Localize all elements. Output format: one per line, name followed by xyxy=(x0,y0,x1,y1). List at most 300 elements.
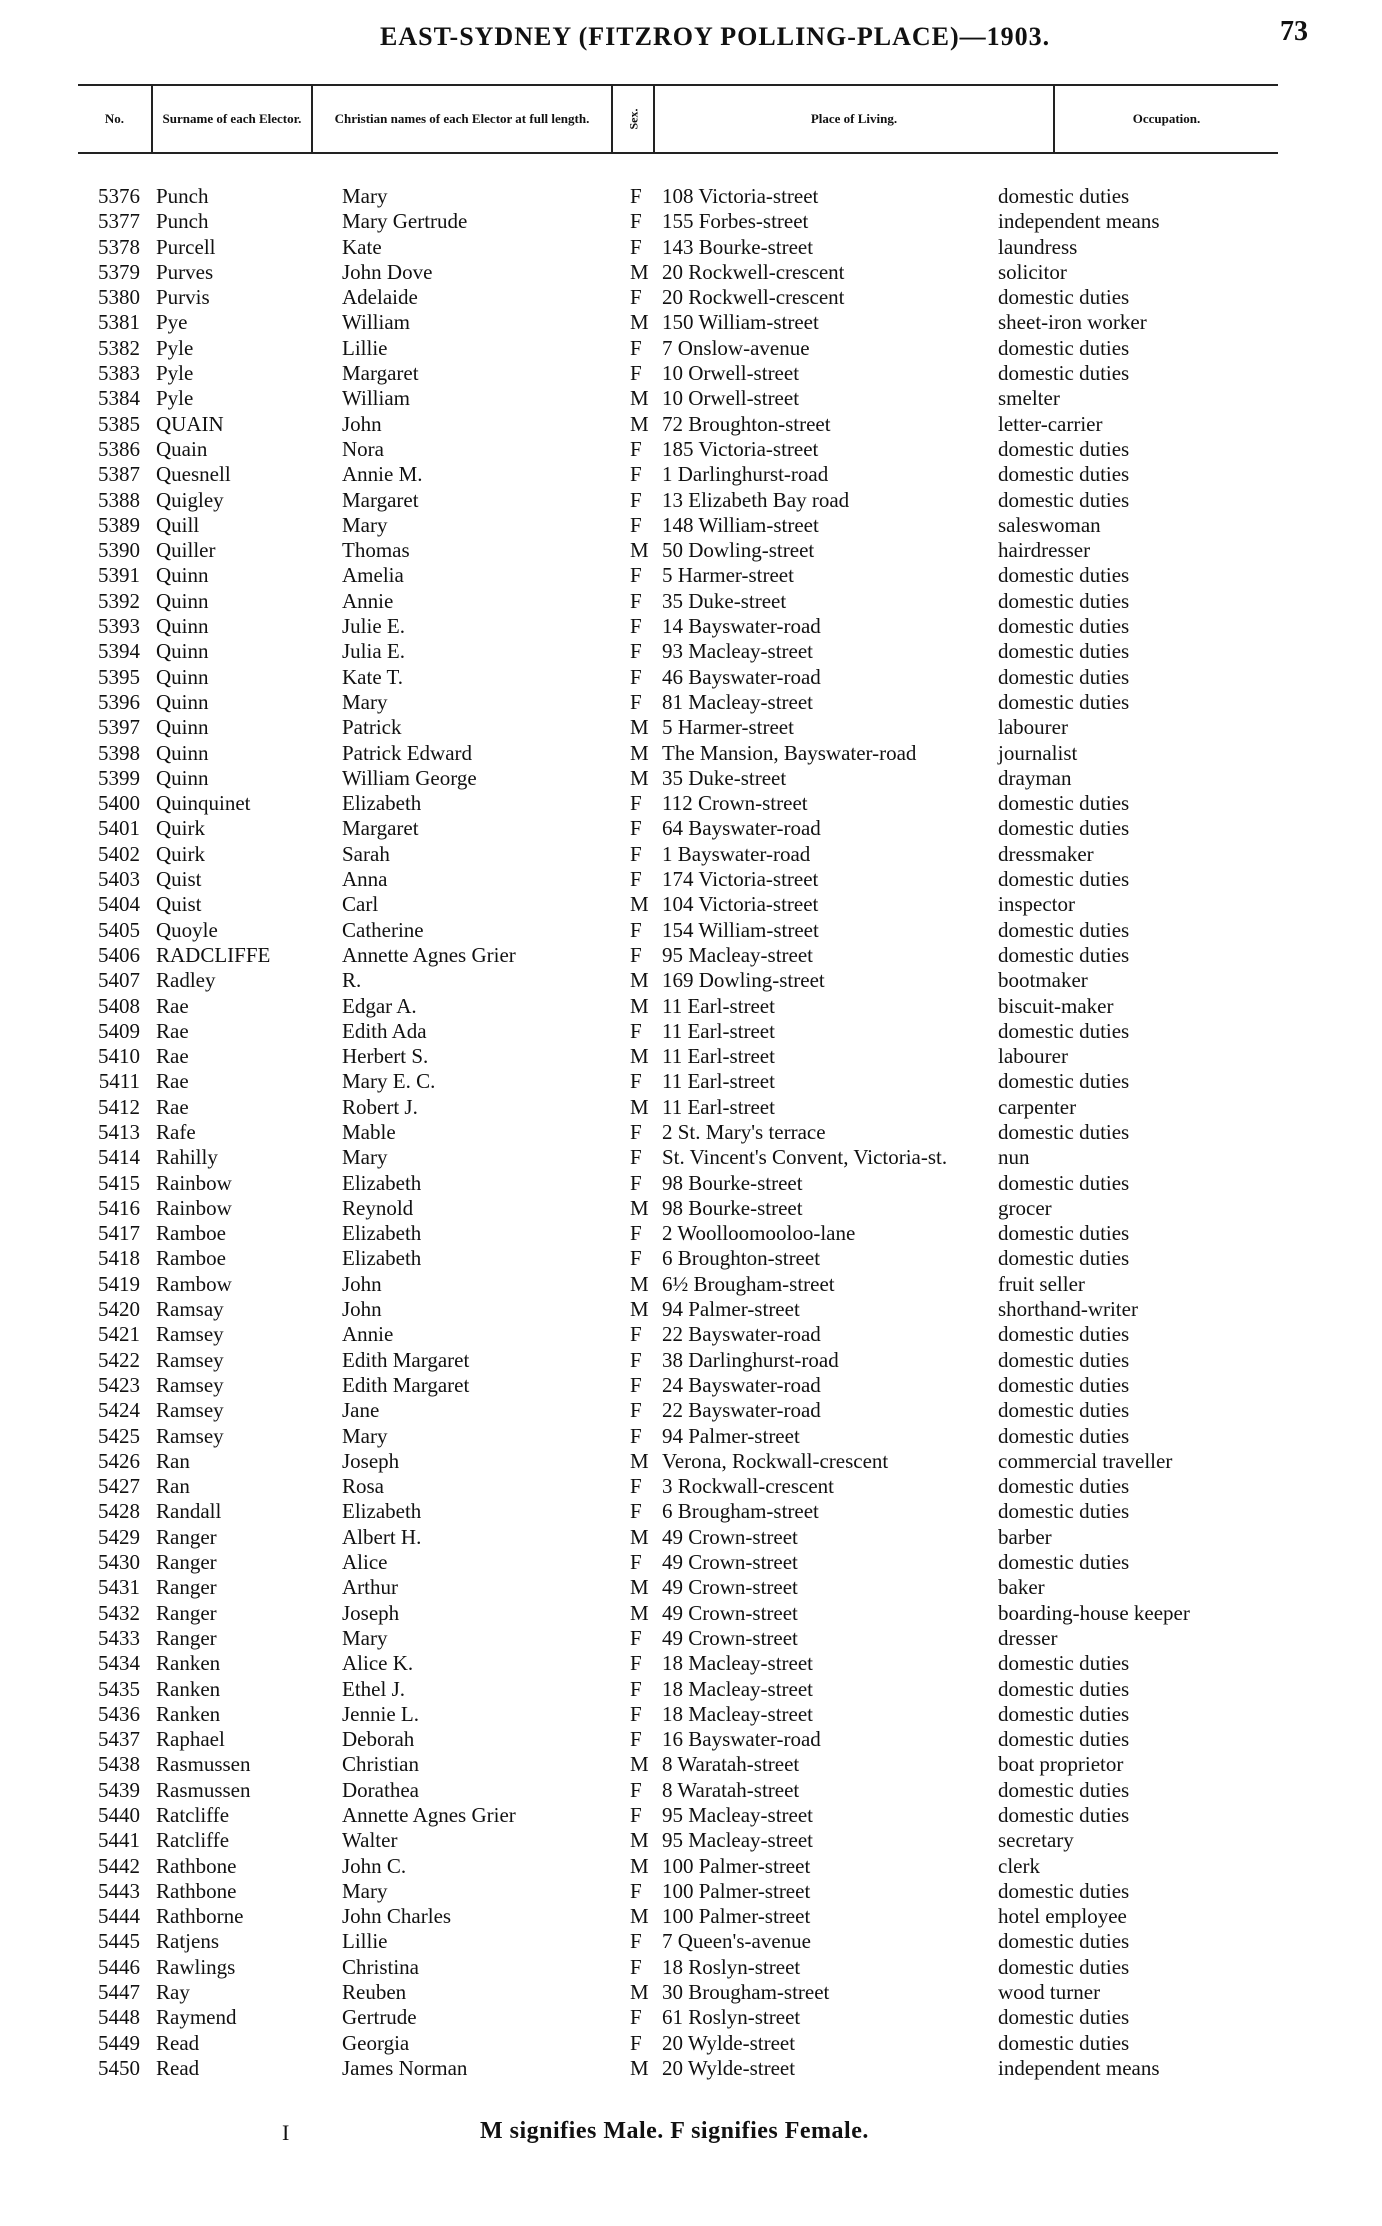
elector-occupation: wood turner xyxy=(998,1980,1101,2005)
elector-number: 5406 xyxy=(98,942,140,967)
elector-occupation: domestic duties xyxy=(998,1701,1130,1726)
elector-number: 5437 xyxy=(98,1727,140,1752)
elector-occupation: domestic duties xyxy=(998,1878,1130,1903)
elector-occupation: domestic duties xyxy=(998,1018,1130,1043)
elector-occupation: domestic duties xyxy=(998,689,1130,714)
elector-number: 5448 xyxy=(98,2005,140,2030)
elector-surname: Ran xyxy=(156,1448,190,1473)
elector-row xyxy=(0,994,1382,1019)
elector-christian-names: Lillie xyxy=(342,335,388,360)
elector-christian-names: Amelia xyxy=(342,563,404,588)
elector-place: 35 Duke-street xyxy=(662,588,787,613)
elector-sex: F xyxy=(630,436,642,461)
elector-surname: Pye xyxy=(156,310,188,335)
elector-christian-names: Edith Ada xyxy=(342,1018,427,1043)
elector-number: 5401 xyxy=(98,816,140,841)
elector-surname: Rae xyxy=(156,1094,189,1119)
elector-place: 72 Broughton-street xyxy=(662,411,831,436)
elector-sex: M xyxy=(630,386,649,411)
elector-christian-names: Annette Agnes Grier xyxy=(342,1803,516,1827)
elector-surname: Quirk xyxy=(156,816,205,841)
elector-number: 5378 xyxy=(98,234,140,259)
elector-place: 95 Macleay-street xyxy=(662,1803,814,1827)
elector-occupation: domestic duties xyxy=(998,563,1130,588)
elector-sex: F xyxy=(630,1676,642,1701)
elector-christian-names: Mary xyxy=(342,1145,388,1170)
elector-occupation: domestic duties xyxy=(998,462,1130,487)
col-surname: Surname of each Elector. xyxy=(153,86,313,152)
elector-sex: M xyxy=(630,1271,649,1296)
elector-sex: F xyxy=(630,487,642,512)
elector-row xyxy=(0,1525,1382,1550)
elector-occupation: domestic duties xyxy=(998,1676,1130,1701)
elector-occupation: laundress xyxy=(998,234,1078,259)
elector-number: 5383 xyxy=(98,361,140,386)
elector-christian-names: Elizabeth xyxy=(342,1246,422,1271)
elector-row xyxy=(0,1019,1382,1044)
elector-sex: M xyxy=(630,1094,649,1119)
elector-sex: F xyxy=(630,1145,642,1170)
elector-row xyxy=(0,412,1382,437)
elector-sex: F xyxy=(630,1246,642,1271)
elector-sex: M xyxy=(630,715,649,740)
elector-row xyxy=(0,462,1382,487)
elector-christian-names: Annette Agnes Grier xyxy=(342,942,516,967)
elector-number: 5411 xyxy=(98,1069,140,1094)
elector-christian-names: Dorathea xyxy=(342,1777,419,1802)
elector-surname: Rae xyxy=(156,1069,189,1094)
elector-occupation: domestic duties xyxy=(998,1398,1130,1423)
elector-sex: F xyxy=(630,816,642,841)
elector-surname: Quigley xyxy=(156,487,224,512)
elector-occupation: baker xyxy=(998,1575,1045,1600)
elector-sex: M xyxy=(630,1195,649,1220)
elector-row xyxy=(0,690,1382,715)
elector-row xyxy=(0,1120,1382,1145)
elector-sex: F xyxy=(630,1929,642,1954)
elector-surname: Ramsey xyxy=(156,1423,224,1448)
elector-sex: M xyxy=(630,892,649,917)
elector-occupation: grocer xyxy=(998,1195,1052,1220)
elector-number: 5387 xyxy=(98,462,140,487)
elector-occupation: nun xyxy=(998,1145,1030,1170)
elector-christian-names: Adelaide xyxy=(342,285,418,310)
elector-row xyxy=(0,336,1382,361)
elector-place: Verona, Rockwall-crescent xyxy=(662,1448,889,1473)
elector-number: 5440 xyxy=(98,1803,140,1827)
elector-number: 5391 xyxy=(98,563,140,588)
elector-sex: M xyxy=(630,1448,649,1473)
elector-row xyxy=(0,1803,1382,1828)
elector-christian-names: Robert J. xyxy=(342,1094,418,1119)
elector-row xyxy=(0,1677,1382,1702)
elector-occupation: letter-carrier xyxy=(998,411,1103,436)
elector-occupation: sheet-iron worker xyxy=(998,310,1147,335)
elector-christian-names: R. xyxy=(342,968,362,993)
elector-number: 5384 xyxy=(98,386,140,411)
page-number: 73 xyxy=(1280,16,1308,47)
elector-number: 5377 xyxy=(98,209,140,234)
elector-sex: F xyxy=(630,512,642,537)
elector-surname: Quist xyxy=(156,867,202,892)
elector-christian-names: Elizabeth xyxy=(342,1499,422,1524)
elector-place: 24 Bayswater-road xyxy=(662,1372,821,1397)
elector-row xyxy=(0,437,1382,462)
elector-occupation: hotel employee xyxy=(998,1904,1127,1929)
elector-place: 3 Rockwall-crescent xyxy=(662,1474,835,1499)
elector-surname: Ranger xyxy=(156,1625,217,1650)
elector-row xyxy=(0,1474,1382,1499)
elector-number: 5379 xyxy=(98,259,140,284)
elector-christian-names: Catherine xyxy=(342,917,424,942)
elector-occupation: domestic duties xyxy=(998,1954,1130,1979)
elector-occupation: saleswoman xyxy=(998,512,1101,537)
elector-occupation: drayman xyxy=(998,765,1072,790)
elector-sex: F xyxy=(630,285,642,310)
elector-number: 5438 xyxy=(98,1752,140,1777)
elector-number: 5393 xyxy=(98,614,140,639)
elector-row xyxy=(0,538,1382,563)
elector-number: 5390 xyxy=(98,538,140,563)
elector-christian-names: Edith Margaret xyxy=(342,1372,470,1397)
col-sex-label: Sex. xyxy=(626,108,640,130)
elector-sex: M xyxy=(630,1828,649,1853)
elector-place: 185 Victoria-street xyxy=(662,436,819,461)
elector-place: 143 Bourke-street xyxy=(662,234,814,259)
elector-place: 49 Crown-street xyxy=(662,1524,798,1549)
elector-place: 112 Crown-street xyxy=(662,791,808,816)
elector-place: 8 Waratah-street xyxy=(662,1777,800,1802)
elector-christian-names: William xyxy=(342,386,410,411)
elector-christian-names: Edith Margaret xyxy=(342,1347,470,1372)
elector-place: 5 Harmer-street xyxy=(662,563,794,588)
elector-christian-names: Margaret xyxy=(342,361,419,386)
elector-surname: Ramboe xyxy=(156,1246,226,1271)
elector-occupation: hairdresser xyxy=(998,538,1091,563)
elector-sex: F xyxy=(630,1170,642,1195)
elector-row xyxy=(0,1955,1382,1980)
elector-christian-names: John C. xyxy=(342,1853,407,1878)
elector-surname: Quinn xyxy=(156,740,209,765)
elector-place: 46 Bayswater-road xyxy=(662,664,821,689)
elector-sex: M xyxy=(630,1853,649,1878)
elector-christian-names: James Norman xyxy=(342,2055,468,2080)
elector-surname: Purcell xyxy=(156,234,216,259)
elector-christian-names: Ethel J. xyxy=(342,1676,405,1701)
elector-sex: F xyxy=(630,1499,642,1524)
elector-row xyxy=(0,1879,1382,1904)
elector-occupation: solicitor xyxy=(998,259,1067,284)
elector-surname: Rae xyxy=(156,993,189,1018)
elector-row xyxy=(0,1854,1382,1879)
elector-surname: Ranken xyxy=(156,1676,221,1701)
elector-occupation: inspector xyxy=(998,892,1075,917)
elector-place: 81 Macleay-street xyxy=(662,689,814,714)
elector-surname: Quesnell xyxy=(156,462,231,487)
elector-place: 169 Dowling-street xyxy=(662,968,825,993)
elector-sex: F xyxy=(630,841,642,866)
elector-surname: Quoyle xyxy=(156,917,218,942)
elector-row xyxy=(0,2005,1382,2030)
elector-occupation: domestic duties xyxy=(998,867,1130,892)
elector-occupation: domestic duties xyxy=(998,1499,1130,1524)
elector-christian-names: Carl xyxy=(342,892,379,917)
elector-surname: Rathborne xyxy=(156,1904,244,1929)
elector-christian-names: Elizabeth xyxy=(342,1170,422,1195)
elector-christian-names: Annie xyxy=(342,588,394,613)
elector-sex: F xyxy=(630,639,642,664)
elector-sex: F xyxy=(630,588,642,613)
elector-row xyxy=(0,1778,1382,1803)
elector-occupation: domestic duties xyxy=(998,1170,1130,1195)
elector-christian-names: Reynold xyxy=(342,1195,414,1220)
elector-sex: M xyxy=(630,1297,649,1322)
elector-sex: F xyxy=(630,1372,642,1397)
elector-surname: Ranger xyxy=(156,1550,217,1575)
elector-christian-names: Joseph xyxy=(342,1448,400,1473)
elector-sex: F xyxy=(630,335,642,360)
elector-row xyxy=(0,1702,1382,1727)
elector-number: 5397 xyxy=(98,715,140,740)
elector-sex: F xyxy=(630,1423,642,1448)
elector-occupation: domestic duties xyxy=(998,487,1130,512)
elector-number: 5424 xyxy=(98,1398,140,1423)
elector-christian-names: Edgar A. xyxy=(342,993,417,1018)
elector-row xyxy=(0,1980,1382,2005)
elector-place: 49 Crown-street xyxy=(662,1575,798,1600)
elector-number: 5420 xyxy=(98,1297,140,1322)
elector-place: 11 Earl-street xyxy=(662,1094,775,1119)
elector-occupation: independent means xyxy=(998,209,1160,234)
elector-occupation: domestic duties xyxy=(998,1322,1130,1347)
elector-number: 5416 xyxy=(98,1195,140,1220)
elector-row xyxy=(0,488,1382,513)
elector-occupation: boat proprietor xyxy=(998,1752,1124,1777)
elector-place: 7 Onslow-avenue xyxy=(662,335,810,360)
elector-sex: F xyxy=(630,184,642,208)
elector-surname: Ratcliffe xyxy=(156,1828,230,1853)
elector-number: 5381 xyxy=(98,310,140,335)
elector-sex: F xyxy=(630,2005,642,2030)
elector-occupation: fruit seller xyxy=(998,1271,1085,1296)
elector-occupation: journalist xyxy=(998,740,1078,765)
elector-sex: M xyxy=(630,538,649,563)
elector-place: 94 Palmer-street xyxy=(662,1297,800,1322)
elector-place: 104 Victoria-street xyxy=(662,892,819,917)
elector-sex: M xyxy=(630,259,649,284)
elector-surname: Read xyxy=(156,2055,200,2080)
elector-occupation: domestic duties xyxy=(998,361,1130,386)
elector-christian-names: Thomas xyxy=(342,538,410,563)
elector-surname: Rasmussen xyxy=(156,1777,251,1802)
elector-occupation: domestic duties xyxy=(998,2030,1130,2055)
elector-christian-names: Mary xyxy=(342,1878,388,1903)
elector-row xyxy=(0,1095,1382,1120)
elector-sex: M xyxy=(630,1524,649,1549)
elector-number: 5418 xyxy=(98,1246,140,1271)
elector-occupation: domestic duties xyxy=(998,942,1130,967)
elector-occupation: domestic duties xyxy=(998,184,1130,208)
elector-christian-names: Albert H. xyxy=(342,1524,422,1549)
elector-christian-names: Georgia xyxy=(342,2030,410,2055)
elector-number: 5404 xyxy=(98,892,140,917)
elector-row xyxy=(0,513,1382,538)
elector-sex: F xyxy=(630,614,642,639)
elector-row xyxy=(0,968,1382,993)
elector-surname: Punch xyxy=(156,184,209,208)
elector-occupation: domestic duties xyxy=(998,2005,1130,2030)
elector-sex: M xyxy=(630,310,649,335)
elector-row xyxy=(0,665,1382,690)
elector-place: 95 Macleay-street xyxy=(662,942,814,967)
elector-row xyxy=(0,361,1382,386)
elector-surname: Quiller xyxy=(156,538,216,563)
elector-row xyxy=(0,1651,1382,1676)
elector-surname: Randall xyxy=(156,1499,222,1524)
elector-surname: Quinn xyxy=(156,563,209,588)
elector-place: 5 Harmer-street xyxy=(662,715,794,740)
elector-row xyxy=(0,1904,1382,1929)
elector-surname: Rathbone xyxy=(156,1853,237,1878)
elector-place: 10 Orwell-street xyxy=(662,361,800,386)
elector-number: 5412 xyxy=(98,1094,140,1119)
elector-number: 5394 xyxy=(98,639,140,664)
elector-sex: F xyxy=(630,361,642,386)
elector-sex: M xyxy=(630,1600,649,1625)
elector-sex: M xyxy=(630,1575,649,1600)
elector-sex: F xyxy=(630,234,642,259)
elector-christian-names: Arthur xyxy=(342,1575,398,1600)
elector-number: 5410 xyxy=(98,1044,140,1069)
elector-row xyxy=(0,766,1382,791)
elector-row xyxy=(0,1929,1382,1954)
elector-row xyxy=(0,1550,1382,1575)
elector-occupation: domestic duties xyxy=(998,639,1130,664)
elector-place: 22 Bayswater-road xyxy=(662,1322,821,1347)
elector-christian-names: Sarah xyxy=(342,841,390,866)
elector-place: 38 Darlinghurst-road xyxy=(662,1347,839,1372)
elector-row xyxy=(0,1626,1382,1651)
elector-place: 2 St. Mary's terrace xyxy=(662,1119,826,1144)
elector-surname: Rahilly xyxy=(156,1145,218,1170)
elector-number: 5442 xyxy=(98,1853,140,1878)
elector-place: 2 Woolloomooloo-lane xyxy=(662,1221,856,1246)
elector-number: 5386 xyxy=(98,436,140,461)
elector-row xyxy=(0,235,1382,260)
elector-surname: Ramsey xyxy=(156,1398,224,1423)
elector-surname: Ranken xyxy=(156,1701,221,1726)
elector-sex: F xyxy=(630,1119,642,1144)
elector-number: 5432 xyxy=(98,1600,140,1625)
elector-sex: M xyxy=(630,1752,649,1777)
elector-occupation: biscuit-maker xyxy=(998,993,1114,1018)
elector-christian-names: Deborah xyxy=(342,1727,415,1752)
elector-surname: Raymend xyxy=(156,2005,237,2030)
elector-occupation: domestic duties xyxy=(998,335,1130,360)
elector-occupation: domestic duties xyxy=(998,285,1130,310)
elector-row xyxy=(0,1145,1382,1170)
elector-christian-names: Patrick xyxy=(342,715,402,740)
elector-surname: Ramboe xyxy=(156,1221,226,1246)
elector-number: 5413 xyxy=(98,1119,140,1144)
elector-place: 16 Bayswater-road xyxy=(662,1727,821,1752)
elector-surname: Ranken xyxy=(156,1651,221,1676)
elector-surname: Punch xyxy=(156,209,209,234)
elector-place: 18 Macleay-street xyxy=(662,1651,814,1676)
elector-occupation: dresser xyxy=(998,1625,1058,1650)
elector-occupation: domestic duties xyxy=(998,1727,1130,1752)
elector-number: 5405 xyxy=(98,917,140,942)
elector-number: 5422 xyxy=(98,1347,140,1372)
elector-occupation: labourer xyxy=(998,1044,1068,1069)
elector-occupation: domestic duties xyxy=(998,1347,1130,1372)
elector-place: 95 Macleay-street xyxy=(662,1828,814,1853)
elector-christian-names: Annie xyxy=(342,1322,394,1347)
elector-number: 5396 xyxy=(98,689,140,714)
elector-surname: Rawlings xyxy=(156,1954,236,1979)
elector-occupation: commercial traveller xyxy=(998,1448,1173,1473)
elector-place: 20 Rockwell-crescent xyxy=(662,285,845,310)
elector-row xyxy=(0,715,1382,740)
elector-surname: Rae xyxy=(156,1018,189,1043)
elector-place: 30 Brougham-street xyxy=(662,1980,830,2005)
elector-surname: Purves xyxy=(156,259,214,284)
elector-sex: M xyxy=(630,1044,649,1069)
elector-place: 11 Earl-street xyxy=(662,1044,775,1069)
elector-christian-names: Christina xyxy=(342,1954,419,1979)
elector-row xyxy=(0,1272,1382,1297)
elector-row xyxy=(0,1221,1382,1246)
elector-place: 1 Bayswater-road xyxy=(662,841,811,866)
elector-row xyxy=(0,1499,1382,1524)
elector-sex: F xyxy=(630,1398,642,1423)
elector-place: 49 Crown-street xyxy=(662,1600,798,1625)
elector-surname: Ran xyxy=(156,1474,190,1499)
elector-surname: Rafe xyxy=(156,1119,196,1144)
elector-surname: Ramsey xyxy=(156,1372,224,1397)
elector-number: 5389 xyxy=(98,512,140,537)
elector-number: 5395 xyxy=(98,664,140,689)
elector-number: 5421 xyxy=(98,1322,140,1347)
legend-footer: M signifies Male. F signifies Female. xyxy=(480,2118,869,2144)
elector-place: 174 Victoria-street xyxy=(662,867,819,892)
elector-christian-names: William xyxy=(342,310,410,335)
elector-surname: Quill xyxy=(156,512,200,537)
elector-number: 5427 xyxy=(98,1474,140,1499)
elector-number: 5417 xyxy=(98,1221,140,1246)
elector-row xyxy=(0,1322,1382,1347)
elector-place: 20 Wylde-street xyxy=(662,2055,796,2080)
elector-sex: F xyxy=(630,791,642,816)
elector-sex: F xyxy=(630,1954,642,1979)
column-header xyxy=(78,84,1278,154)
elector-christian-names: Margaret xyxy=(342,816,419,841)
elector-number: 5403 xyxy=(98,867,140,892)
elector-occupation: boarding-house keeper xyxy=(998,1600,1190,1625)
elector-sex: F xyxy=(630,917,642,942)
elector-place: 50 Dowling-street xyxy=(662,538,815,563)
elector-row xyxy=(0,310,1382,335)
elector-place: 10 Orwell-street xyxy=(662,386,800,411)
elector-row xyxy=(0,943,1382,968)
elector-place: 35 Duke-street xyxy=(662,765,787,790)
elector-christian-names: Mary xyxy=(342,1423,388,1448)
elector-sex: F xyxy=(630,1474,642,1499)
elector-number: 5450 xyxy=(98,2055,140,2080)
elector-place: 7 Queen's-avenue xyxy=(662,1929,811,1954)
elector-sex: F xyxy=(630,867,642,892)
elector-sex: M xyxy=(630,411,649,436)
